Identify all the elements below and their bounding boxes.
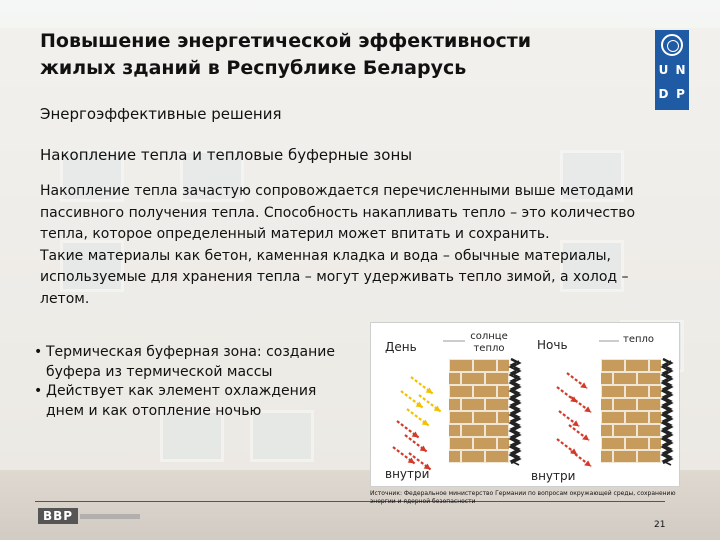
day-wall-brick bbox=[462, 451, 484, 462]
heat-arrow-head bbox=[408, 458, 415, 464]
bullet-marker: • bbox=[34, 344, 43, 360]
day-wall-brick bbox=[498, 412, 509, 423]
sun-arrow-head bbox=[426, 388, 433, 394]
bullet-text: Термическая буферная зона: создание буфера из термической массы bbox=[46, 344, 335, 380]
page-title bbox=[40, 28, 560, 82]
day-wall-brick bbox=[474, 412, 496, 423]
legend-sun-heat bbox=[469, 331, 509, 355]
night-label: Ночь bbox=[537, 338, 568, 352]
paragraph-line: тепла, которое определенный материл может впитать и сохранить. bbox=[40, 226, 550, 242]
diagram-graphic bbox=[371, 323, 679, 486]
night-wall-brick bbox=[650, 438, 661, 449]
night-wall-brick bbox=[614, 451, 636, 462]
paragraph-line: летом. bbox=[40, 290, 90, 307]
night-wall-brick bbox=[614, 425, 636, 436]
night-wall-brick bbox=[650, 412, 661, 423]
night-wall-brick bbox=[602, 438, 624, 449]
night-wall-brick bbox=[614, 373, 636, 384]
footer-logo: BBP bbox=[38, 508, 78, 524]
title-line-2: жилых зданий в Республике Беларусь bbox=[40, 57, 467, 79]
logo-letter-d: D bbox=[658, 87, 669, 101]
day-wall-brick bbox=[450, 360, 472, 371]
list-item bbox=[34, 343, 339, 382]
sun-arrow-head bbox=[422, 420, 429, 426]
undp-logo bbox=[655, 30, 689, 110]
night-wall-brick bbox=[626, 438, 648, 449]
day-wall-brick bbox=[486, 399, 508, 410]
night-wall-brick bbox=[650, 386, 661, 397]
logo-letter-n: N bbox=[675, 63, 686, 77]
night-wall-brick bbox=[601, 399, 612, 410]
paragraph-line: Такие материалы как бетон, каменная кладка и вода – обычные материалы, bbox=[40, 247, 611, 264]
paragraph-line: используемые для хранения тепла – могут удерживать тепло зимой, а холод – bbox=[40, 269, 629, 285]
night-wall-brick bbox=[638, 451, 660, 462]
bullet-marker: • bbox=[34, 383, 43, 399]
sun-arrow-head bbox=[416, 402, 423, 408]
day-wall-brick bbox=[498, 438, 509, 449]
day-wall-brick bbox=[462, 425, 484, 436]
night-wall-brick bbox=[638, 399, 660, 410]
day-wall-brick bbox=[498, 360, 509, 371]
sun-arrow-head bbox=[434, 406, 441, 412]
day-wall-brick bbox=[449, 399, 460, 410]
logo-letter-p: P bbox=[676, 87, 685, 101]
day-wall-brick bbox=[474, 438, 496, 449]
day-wall-brick bbox=[450, 412, 472, 423]
day-wall-brick bbox=[462, 373, 484, 384]
night-wall-brick bbox=[614, 399, 636, 410]
paragraph-line: Накопление тепла зачастую сопровождается перечисленными выше методами bbox=[40, 183, 634, 199]
night-wall-brick bbox=[601, 373, 612, 384]
night-wall-brick bbox=[638, 373, 660, 384]
paragraph-line: пассивного получения тепла. Способность накапливать тепло – это количество bbox=[40, 204, 636, 221]
inside-label-right: внутри bbox=[531, 469, 576, 483]
night-wall-brick bbox=[602, 412, 624, 423]
night-wall-brick bbox=[602, 360, 624, 371]
day-wall-brick bbox=[486, 425, 508, 436]
bullet-list bbox=[34, 343, 339, 421]
footer-logo-subtext bbox=[80, 514, 140, 519]
night-wall-brick bbox=[626, 360, 648, 371]
night-wall-brick bbox=[638, 425, 660, 436]
day-wall-brick bbox=[450, 386, 472, 397]
day-label: День bbox=[385, 340, 417, 354]
topic-title: Накопление тепла и тепловые буферные зоны bbox=[40, 146, 413, 164]
title-line-1: Повышение энергетической эффективности bbox=[40, 30, 532, 52]
day-wall-brick bbox=[462, 399, 484, 410]
list-item bbox=[34, 382, 339, 421]
night-wall-brick bbox=[601, 451, 612, 462]
day-wall-brick bbox=[498, 386, 509, 397]
heat-arrow-head bbox=[420, 446, 427, 452]
legend-heat: тепло bbox=[623, 334, 655, 345]
night-wall-brick bbox=[626, 386, 648, 397]
heat-storage-diagram bbox=[370, 322, 680, 487]
night-wall-brick bbox=[626, 412, 648, 423]
bullet-text: Действует как элемент охлаждения днем и как отопление ночью bbox=[46, 383, 317, 419]
day-wall-brick bbox=[474, 386, 496, 397]
night-wall-brick bbox=[601, 425, 612, 436]
night-wall-brick bbox=[602, 386, 624, 397]
legend-sun-line2: тепло bbox=[473, 343, 505, 354]
body-paragraph bbox=[40, 181, 680, 310]
day-wall-brick bbox=[450, 438, 472, 449]
logo-letter-u: U bbox=[658, 63, 669, 77]
day-wall-brick bbox=[486, 451, 508, 462]
night-wall-brick bbox=[650, 360, 661, 371]
heat-arrow-head bbox=[412, 432, 419, 438]
day-wall-brick bbox=[474, 360, 496, 371]
day-wall-brick bbox=[449, 425, 460, 436]
section-title: Энергоэффективные решения bbox=[40, 105, 282, 123]
legend-sun-line1: солнце bbox=[470, 331, 508, 342]
inside-label-left: внутри bbox=[385, 467, 430, 481]
page-number: 21 bbox=[654, 520, 666, 530]
un-emblem-icon bbox=[661, 34, 683, 56]
day-wall-brick bbox=[486, 373, 508, 384]
source-note: Источник: Федеральное министерство Германии по вопросам окружающей среды, сохранению энергии и ядерной безопасности bbox=[370, 490, 676, 505]
day-wall-brick bbox=[449, 451, 460, 462]
day-wall-brick bbox=[449, 373, 460, 384]
